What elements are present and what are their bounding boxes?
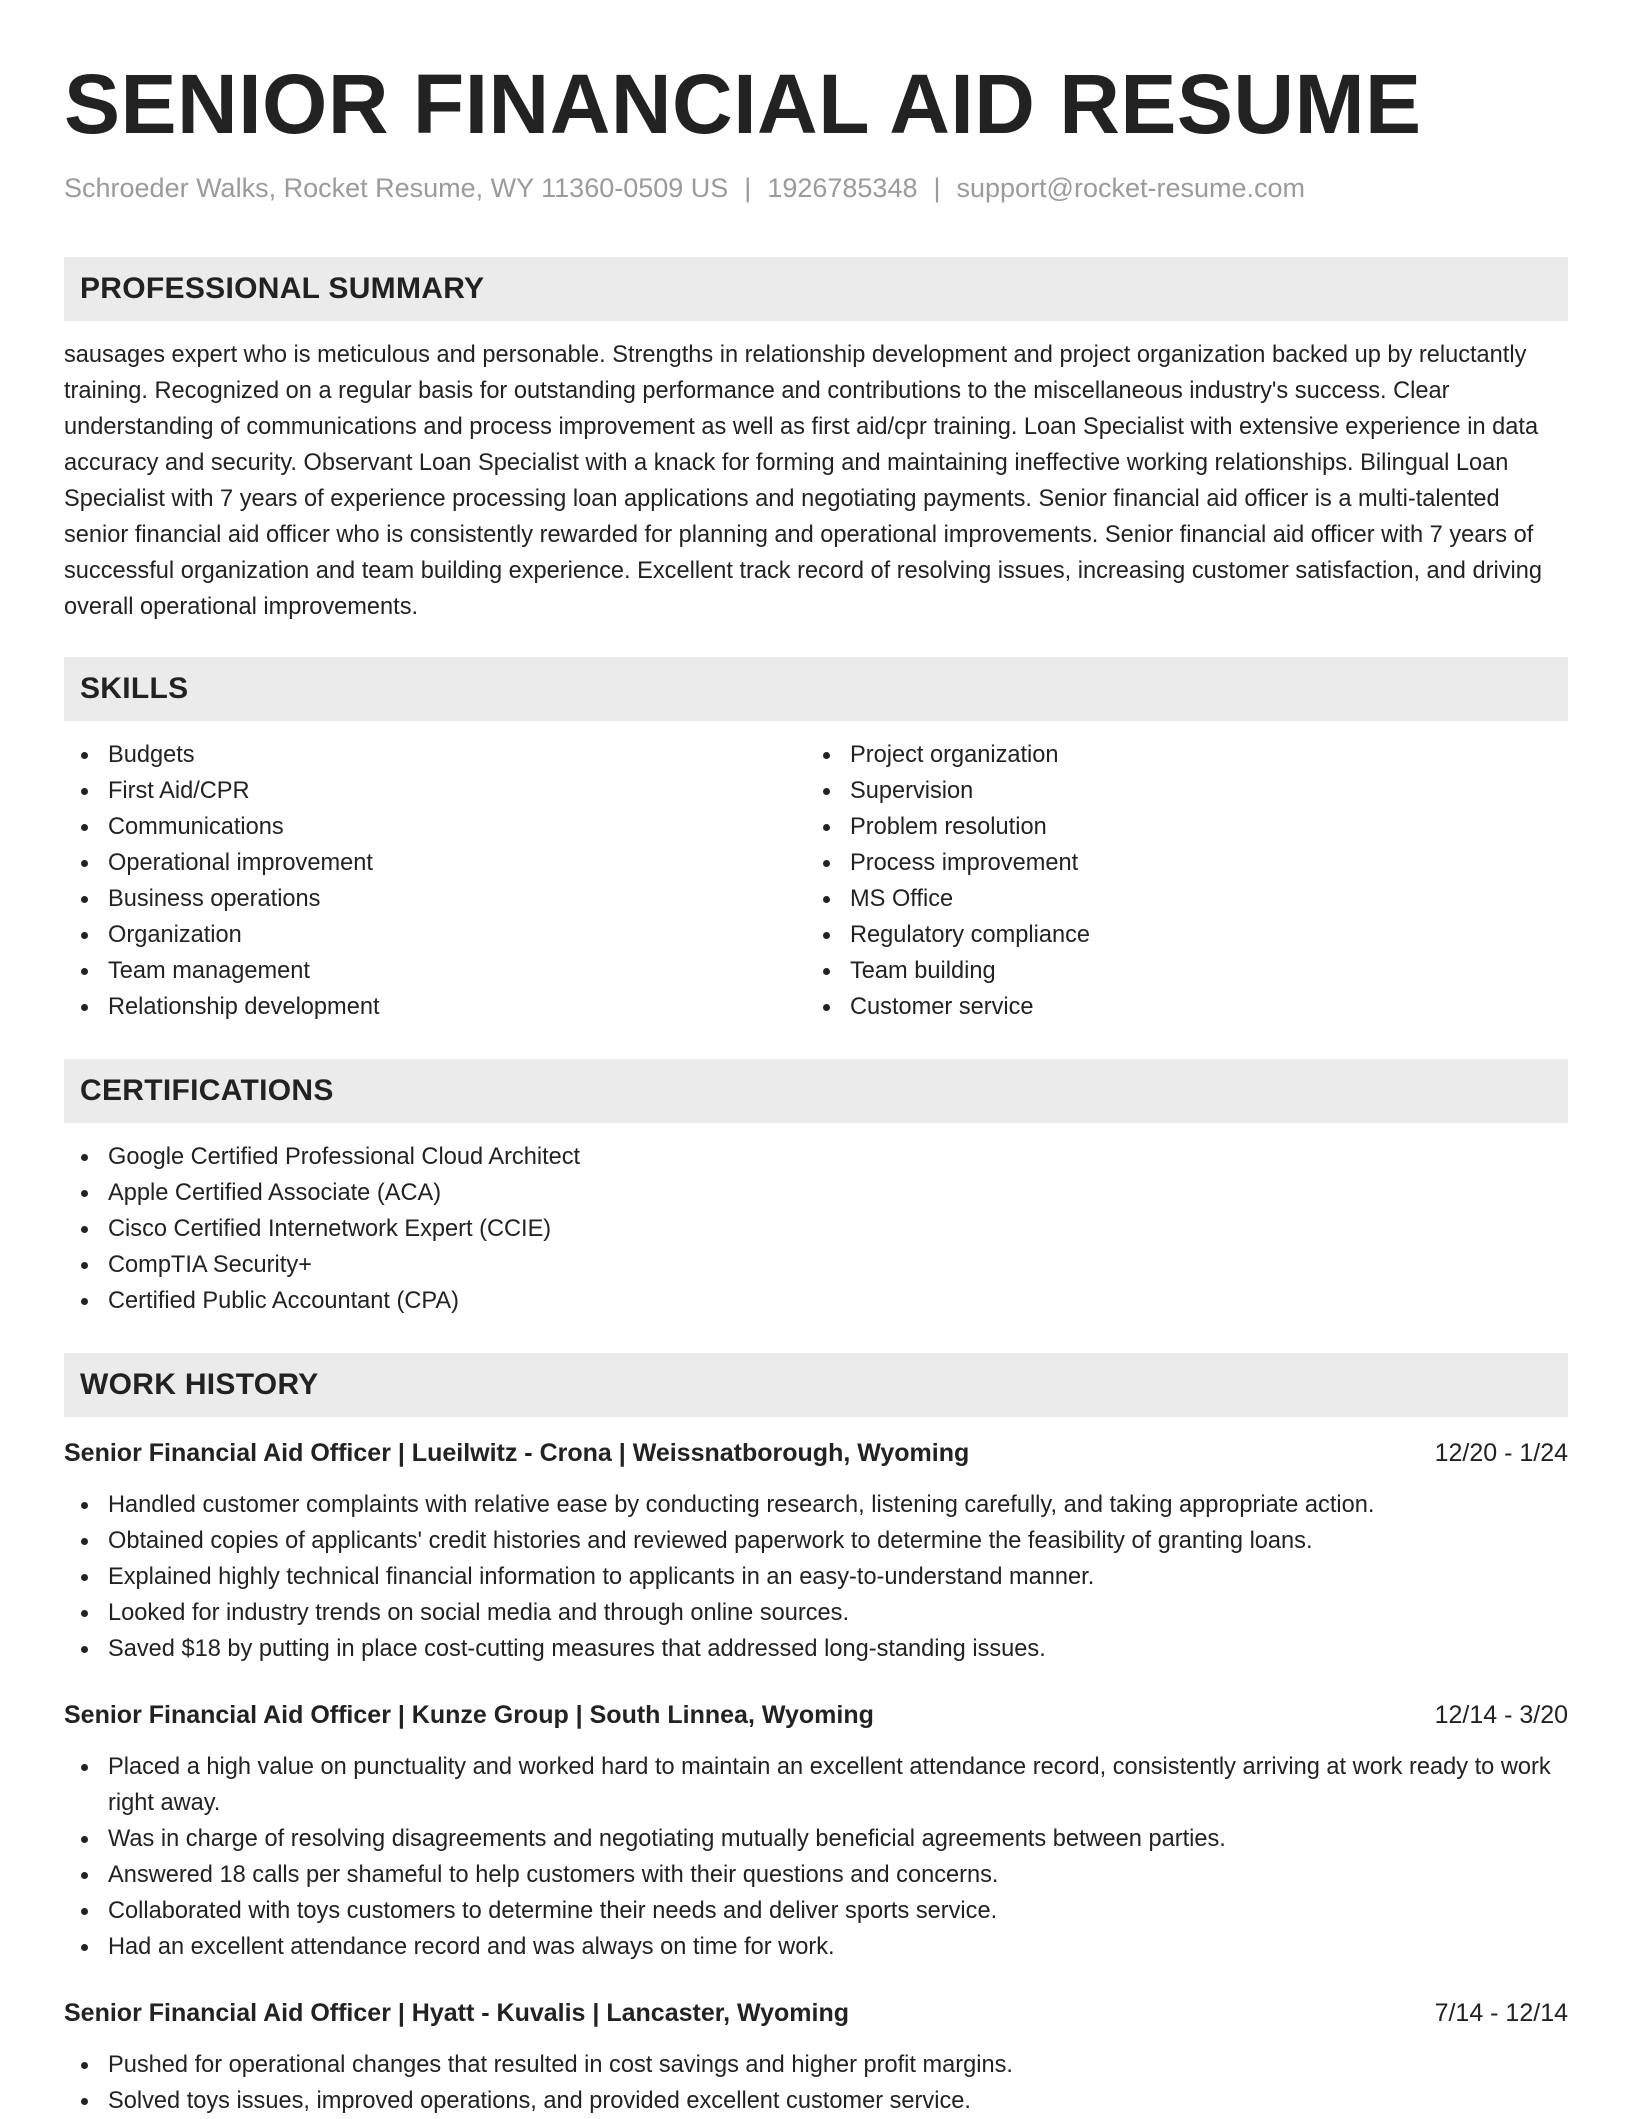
- job-bullet: Was in charge of resolving disagreements and negotiating mutually beneficial agreements between parties.: [64, 1821, 1568, 1857]
- skill-item: First Aid/CPR: [64, 773, 806, 809]
- skills-column-right: [806, 737, 1548, 1025]
- skill-item: Regulatory compliance: [806, 917, 1548, 953]
- job-bullet: Saved $18 by putting in place cost-cutting measures that addressed long-standing issues.: [64, 1631, 1568, 1667]
- skill-item: Organization: [64, 917, 806, 953]
- job-bullets: [64, 1749, 1568, 1965]
- certification-item: Apple Certified Associate (ACA): [64, 1175, 1568, 1211]
- job-entry: [64, 1697, 1568, 1965]
- section-heading-summary: PROFESSIONAL SUMMARY: [64, 257, 1568, 321]
- skills-column-left: [64, 737, 806, 1025]
- skill-item: Operational improvement: [64, 845, 806, 881]
- contact-separator: |: [744, 173, 752, 203]
- certification-item: Certified Public Accountant (CPA): [64, 1283, 1568, 1319]
- job-title: Senior Financial Aid Officer | Kunze Group | South Linnea, Wyoming: [64, 1701, 874, 1729]
- skill-item: Customer service: [806, 989, 1548, 1025]
- skill-item: Supervision: [806, 773, 1548, 809]
- certification-item: Cisco Certified Internetwork Expert (CCIE): [64, 1211, 1568, 1247]
- skill-item: Business operations: [64, 881, 806, 917]
- contact-separator: |: [933, 173, 941, 203]
- job-bullets: [64, 1487, 1568, 1667]
- job-bullet: Pushed for operational changes that resulted in cost savings and higher profit margins.: [64, 2047, 1568, 2083]
- job-header: [64, 1435, 1568, 1471]
- skills-grid: [64, 737, 1568, 1025]
- skill-item: Budgets: [64, 737, 806, 773]
- job-bullets: [64, 2047, 1568, 2119]
- skill-item: Problem resolution: [806, 809, 1548, 845]
- job-bullet: Placed a high value on punctuality and worked hard to maintain an excellent attendance record, consistently arriving at work ready to work right away.: [64, 1749, 1568, 1821]
- job-dates: 12/20 - 1/24: [1434, 1439, 1568, 1467]
- job-bullet: Solved toys issues, improved operations, and provided excellent customer service.: [64, 2083, 1568, 2119]
- skill-item: MS Office: [806, 881, 1548, 917]
- job-title: Senior Financial Aid Officer | Hyatt - Kuvalis | Lancaster, Wyoming: [64, 1999, 850, 2027]
- skill-item: Relationship development: [64, 989, 806, 1025]
- contact-phone: 1926785348: [767, 173, 918, 203]
- job-dates: 7/14 - 12/14: [1434, 1999, 1568, 2027]
- job-header: [64, 1697, 1568, 1733]
- section-heading-work-history: WORK HISTORY: [64, 1353, 1568, 1417]
- job-entry: [64, 1995, 1568, 2119]
- section-heading-certifications: CERTIFICATIONS: [64, 1059, 1568, 1123]
- job-dates: 12/14 - 3/20: [1434, 1701, 1568, 1729]
- resume-title: SENIOR FINANCIAL AID RESUME: [64, 57, 1422, 151]
- job-bullet: Answered 18 calls per shameful to help customers with their questions and concerns.: [64, 1857, 1568, 1893]
- job-bullet: Collaborated with toys customers to determine their needs and deliver sports service.: [64, 1893, 1568, 1929]
- skill-item: Project organization: [806, 737, 1548, 773]
- summary-text: sausages expert who is meticulous and personable. Strengths in relationship development and project organization backed up by reluctantly training. Recognized on a regular basis for outstanding performance and contributions to the miscellaneous industry's success. Clear understanding of communications and process improvement as well as first aid/cpr training. Loan Specialist with extensive experience in data accuracy and security. Observant Loan Specialist with a knack for forming and maintaining ineffective working relationships. Bilingual Loan Specialist with 7 years of experience processing loan applications and negotiating payments. Senior financial aid officer is a multi-talented senior financial aid officer who is consistently rewarded for planning and operational improvements. Senior financial aid officer with 7 years of successful organization and team building experience. Excellent track record of resolving issues, increasing customer satisfaction, and driving overall operational improvements.: [64, 342, 1542, 620]
- contact-email[interactable]: support@rocket-resume.com: [956, 173, 1306, 203]
- job-header: [64, 1995, 1568, 2031]
- skill-item: Communications: [64, 809, 806, 845]
- job-bullet: Handled customer complaints with relative ease by conducting research, listening carefully, and taking appropriate action.: [64, 1487, 1568, 1523]
- resume-page: [64, 0, 1568, 2119]
- job-title: Senior Financial Aid Officer | Lueilwitz - Crona | Weissnatborough, Wyoming: [64, 1439, 970, 1467]
- skill-item: Team management: [64, 953, 806, 989]
- contact-line: [64, 170, 1568, 206]
- job-bullet: Explained highly technical financial information to applicants in an easy-to-understand manner.: [64, 1559, 1568, 1595]
- skill-item: Team building: [806, 953, 1548, 989]
- job-entry: [64, 1435, 1568, 1667]
- skill-item: Process improvement: [806, 845, 1548, 881]
- certification-item: CompTIA Security+: [64, 1247, 1568, 1283]
- certifications-list: [64, 1139, 1568, 1319]
- job-bullet: Had an excellent attendance record and was always on time for work.: [64, 1929, 1568, 1965]
- job-bullet: Obtained copies of applicants' credit histories and reviewed paperwork to determine the feasibility of granting loans.: [64, 1523, 1568, 1559]
- contact-address: Schroeder Walks, Rocket Resume, WY 11360-0509 US: [64, 173, 729, 203]
- job-bullet: Looked for industry trends on social media and through online sources.: [64, 1595, 1568, 1631]
- section-heading-skills: SKILLS: [64, 657, 1568, 721]
- certification-item: Google Certified Professional Cloud Architect: [64, 1139, 1568, 1175]
